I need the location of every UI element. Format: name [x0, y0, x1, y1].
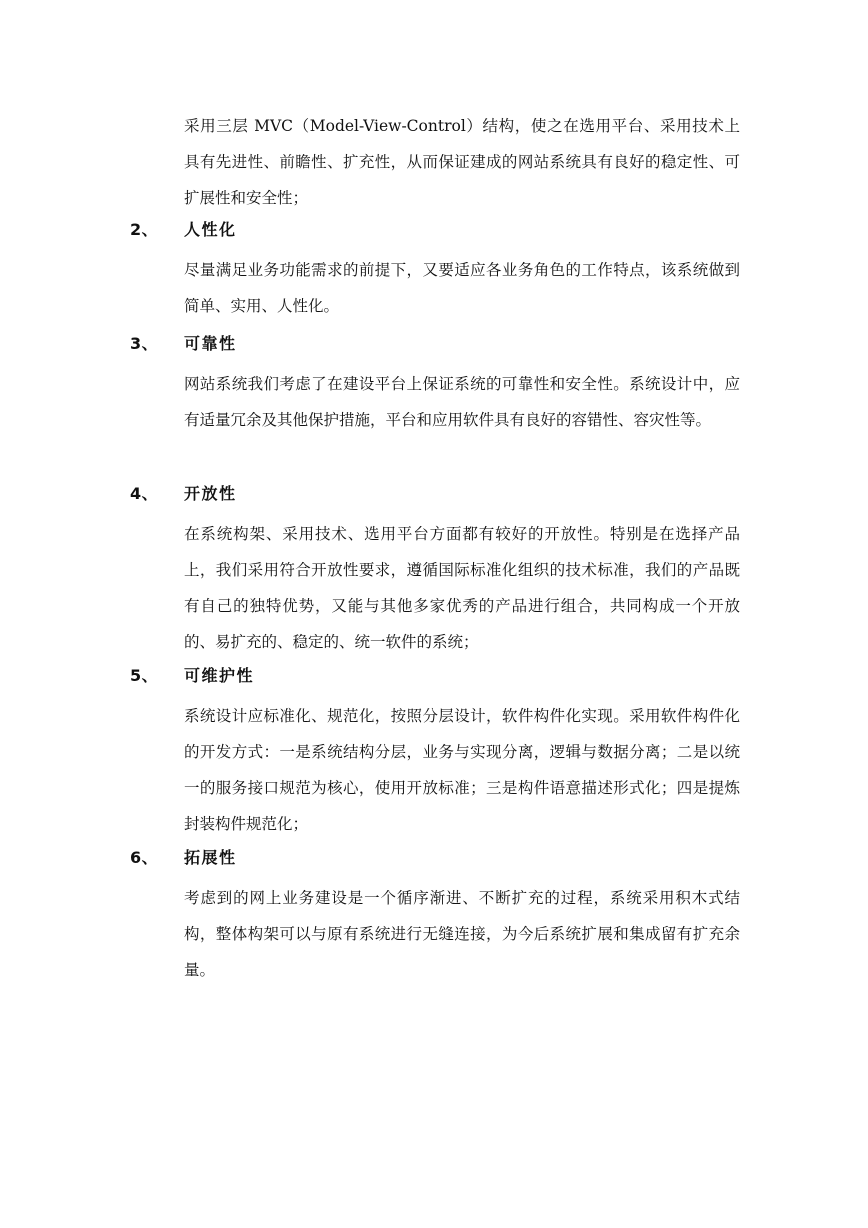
section-title: 拓展性 [184, 848, 237, 867]
section-heading [0, 658, 868, 694]
section-heading [0, 840, 868, 876]
section-number: 6、 [130, 848, 159, 867]
section-number: 5、 [130, 666, 159, 685]
section-number: 2、 [130, 220, 159, 239]
intro-paragraph: 采用三层 MVC（Model-View-Control）结构，使之在选用平台、采用技术上具有先进性、前瞻性、扩充性，从而保证建成的网站系统具有良好的稳定性、可扩展性和安全性； [184, 117, 740, 207]
section-title: 可维护性 [184, 666, 255, 685]
section-paragraph: 考虑到的网上业务建设是一个循序渐进、不断扩充的过程，系统采用积木式结构，整体构架可以与原有系统进行无缝连接，为今后系统扩展和集成留有扩充余量。 [184, 889, 740, 979]
section-heading [0, 476, 868, 512]
section-maintainability [0, 658, 868, 858]
section-paragraph: 网站系统我们考虑了在建设平台上保证系统的可靠性和安全性。系统设计中，应有适量冗余及其他保护措施，平台和应用软件具有良好的容错性、容灾性等。 [184, 375, 740, 429]
section-heading [0, 326, 868, 362]
section-title: 人性化 [184, 220, 237, 239]
section-title: 可靠性 [184, 334, 237, 353]
section-extensibility [0, 840, 868, 1004]
section-openness [0, 476, 868, 676]
section-paragraph: 尽量满足业务功能需求的前提下，又要适应各业务角色的工作特点，该系统做到简单、实用、人性化。 [184, 261, 740, 315]
section-paragraph: 在系统构架、采用技术、选用平台方面都有较好的开放性。特别是在选择产品上，我们采用符合开放性要求，遵循国际标准化组织的技术标准，我们的产品既有自己的独特优势，又能与其他多家优秀的产品进行组合，共同构成一个开放的、易扩充的、稳定的、统一软件的系统； [184, 525, 740, 651]
section-heading [0, 212, 868, 248]
section-reliability [0, 326, 868, 454]
section-number: 4、 [130, 484, 159, 503]
section-number: 3、 [130, 334, 159, 353]
section-title: 开放性 [184, 484, 237, 503]
section-paragraph: 系统设计应标准化、规范化，按照分层设计，软件构件化实现。采用软件构件化的开发方式：一是系统结构分层，业务与实现分离，逻辑与数据分离；二是以统一的服务接口规范为核心，使用开放标准；三是构件语意描述形式化；四是提炼封装构件规范化； [184, 707, 740, 833]
section-usability [0, 212, 868, 340]
